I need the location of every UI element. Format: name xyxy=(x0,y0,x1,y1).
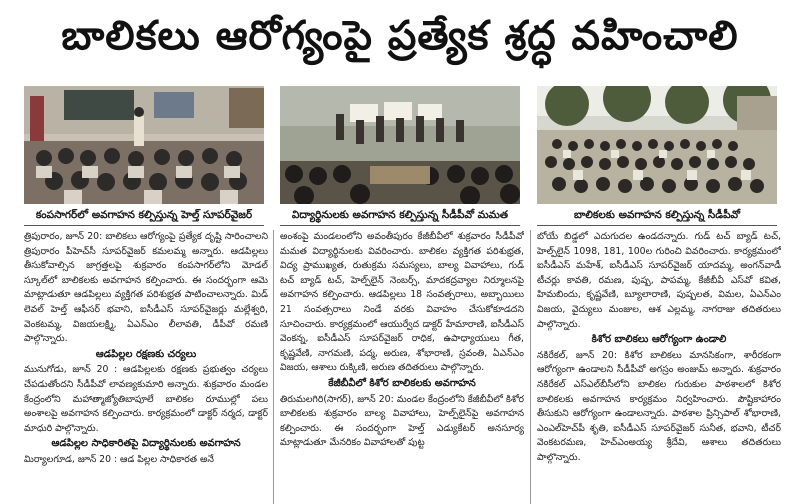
article-paragraph: మునుగోడు, జూన్ 20 : ఆడపిల్లలకు రక్షణకు ప్రభుత్వం చర్యలు చేపడుతోందని సీడీపీవో లావణ్యకుమారి అన్నారు. శుక్రవారం మండల కేంద్రంలోని మహాత్మాజ్యోతిబాపూలే బాలికల రూముల్లో పలు అంశాలపై అవగాహన కల్పించారు. కార్యక్రమంలో డాక్టర్ నర్మద, డాక్టర్ మాధురి పాల్గొన్నారు. xyxy=(24,364,268,434)
article-paragraph: మిర్యాలగూడ, జూన్ 20 : ఆడ పిల్లల సాధికారత అనే xyxy=(24,453,214,465)
headline: బాలికలు ఆరోగ్యంపై ప్రత్యేక శ్రద్ధ వహించాలి xyxy=(61,13,739,59)
subheading: ఆడపిల్లల సాధికారితపై విద్యార్థినులకు అవగాహన xyxy=(51,438,241,450)
article-column-2 xyxy=(280,230,524,504)
article-column-1 xyxy=(24,230,268,504)
photo-classroom xyxy=(24,86,264,204)
column-divider xyxy=(273,230,274,504)
article-paragraph: త్రిపురారం, జూన్ 20: బాలికలు ఆరోగ్యంపై ప్రత్యేక దృష్టి సారించాలని త్రిపురారం పీహెచ్‌సీ సూపర్‌వైజర్ కమలమ్మ అన్నారు. ఆడపిల్లలు తీసుకోవాల్సిన జాగ్రత్తలపై శుక్రవారం కంపసాగర్‌లోని మోడల్ స్కూల్‌లో బాలికలకు అవగాహన కల్పించారు. ఈ సందర్భంగా ఆమె మాట్లాడుతూ ఆడపిల్లలు వ్యక్తిగత పరిశుభ్రత పాటించాలన్నారు. మిడ్ లెవల్ హెల్త్ ఆఫీసర్ భవాని, ఐసీడీఎస్ సూపర్‌వైజర్లు మల్లేశ్వరి, వెంకటమ్మ, విజయలక్ష్మి, ఏఎన్‌ఎం లీలావతి, డీపీవో రమణి పాల్గొన్నారు. xyxy=(24,231,268,345)
article-paragraph: తిరుమలగిరి(సాగర్), జూన్ 20: మండల కేంద్రంలోని కేజీబీవీలో కిశోర బాలికలకు శుక్రవారం బాల్య వివాహాలు, హెల్ప్‌లైన్‌పై అవగాహన కల్పించారు. ఈ సందర్భంగా హెల్త్ ఎడ్యుకేటర్ అనసూర్య మాట్లాడుతూ మేనరికం వివాహాలతో పుట్ట xyxy=(280,393,524,449)
photo-outdoor xyxy=(537,86,777,204)
subheading: కిశోర బాలికలు ఆరోగ్యంగా ఉండాలి xyxy=(591,334,727,346)
article-paragraph: అంశంపై మండలంలోని అవంతీపురం కేజీబీవీలో శుక్రవారం సీడీపీవో మమత విద్యార్థినులకు వివరించారు. బాలికల వ్యక్తిగత పరిశుభ్రత, విద్య ప్రాముఖ్యత, రుతుక్రమ సమస్యలు, బాల్య వివాహాలు, గుడ్ టచ్ బ్యాడ్ టచ్, హెల్ప్‌లైన్ నెంబర్స్, మాదకద్రవ్యాల నిర్మూలనపై అవగాహన కల్పించారు. ఆడపిల్లలు 18 సంవత్సరాలు, అబ్బాయిలు 21 సంవత్సరాలు నిండే వరకు వివాహం చేసుకోకూడదని సూచించారు. కార్యక్రమంలో ఆయుర్వేద డాక్టర్ హేమారాణి, ఐసీడీఎస్ వెంకన్న, ఐసీడీఎస్ సూపర్‌వైజర్ రాధిక, ఉపాధ్యాయులు గీత, కృష్ణవేణి, నాగమణి, పద్మ, అరుణ, శోభారాణి, స్రవంతి, ఏఎన్‌ఎం విజయ, ఆశాలు రుక్కిణి, అరుణ తదితరులు పాల్గొన్నారు. xyxy=(280,231,524,374)
article-paragraph: నకిరేకల్, జూన్ 20: కిశోర బాలికలు మానసికంగా, శారీరకంగా ఆరోగ్యంగా ఉండాలని సీడీపీవో అగస్రం అంజుమ్ అన్నారు. శుక్రవారం నకిరేకల్ ఎస్‌ఎల్‌బీసీలోని బాలికల గురుకుల పాఠశాలలో కిశోర బాలికలకు అవగాహన కార్యక్రమం నిర్వహించారు. పౌష్టికాహారం తీసుకుని ఆరోగ్యంగా ఉండాలన్నారు. పాఠశాల ప్రిన్సిపాల్ శోభారాణి, ఎంఎల్‌హెచ్‌పీ శృతి, ఐసీడీఎస్ సూపర్‌వైజర్ సునీత, భవాని, టీచర్ వెంకటరమణ, హెచ్ఎంఅయ్య శ్రీదేవి, ఆశాలు తదితరులు పాల్గొన్నారు. xyxy=(537,349,781,463)
photo-caption-1: కంపసాగర్‌లో అవగాహన కల్పిస్తున్న హెల్త్ సూపర్‌వైజర్ xyxy=(24,205,264,226)
article-paragraph: బోయే బిడ్డలో ఎదుగుదల ఉండదన్నారు. గుడ్ టచ్ బ్యాడ్ టచ్, హెల్ప్‌లైన్ 1098, 181, 100ల గురించి వివరించారు. కార్యక్రమంలో ఐసీడీఎస్ మహేశ్, ఐసీడీఎస్ సూపర్‌వైజర్ యాదమ్మ, అంగన్‌వాడీ టీచర్లు కావతి, రమణ, పుష్ప, పాపమ్మ, కేజీబీవీ ఎస్‌వో కవిత, హిమబిందు, కృష్ణవేణి, బ్యూలారాణి, పుష్పలత, విమల, ఏఎన్‌ఎం విజయ, వైద్యులు మంజుల, ఆశ ఎల్లమ్మ, నాగరాజు తదితరులు పాల్గొన్నారు. xyxy=(537,231,781,330)
photo-stage xyxy=(280,86,520,204)
photo-caption-2: విద్యార్థినులకు అవగాహన కల్పిస్తున్న సీడీపీవో మమత xyxy=(280,205,520,226)
subheading: ఆడపిల్లల రక్షణకు చర్యలు xyxy=(95,348,197,360)
photo-caption-3: బాలికలకు అవగాహన కల్పిస్తున్న సీడీపీవో xyxy=(537,205,777,226)
subheading: కేజీబీవీలో కిశోర బాలికలకు అవగాహన xyxy=(328,377,476,389)
column-divider xyxy=(530,230,531,504)
article-column-3 xyxy=(537,230,781,504)
